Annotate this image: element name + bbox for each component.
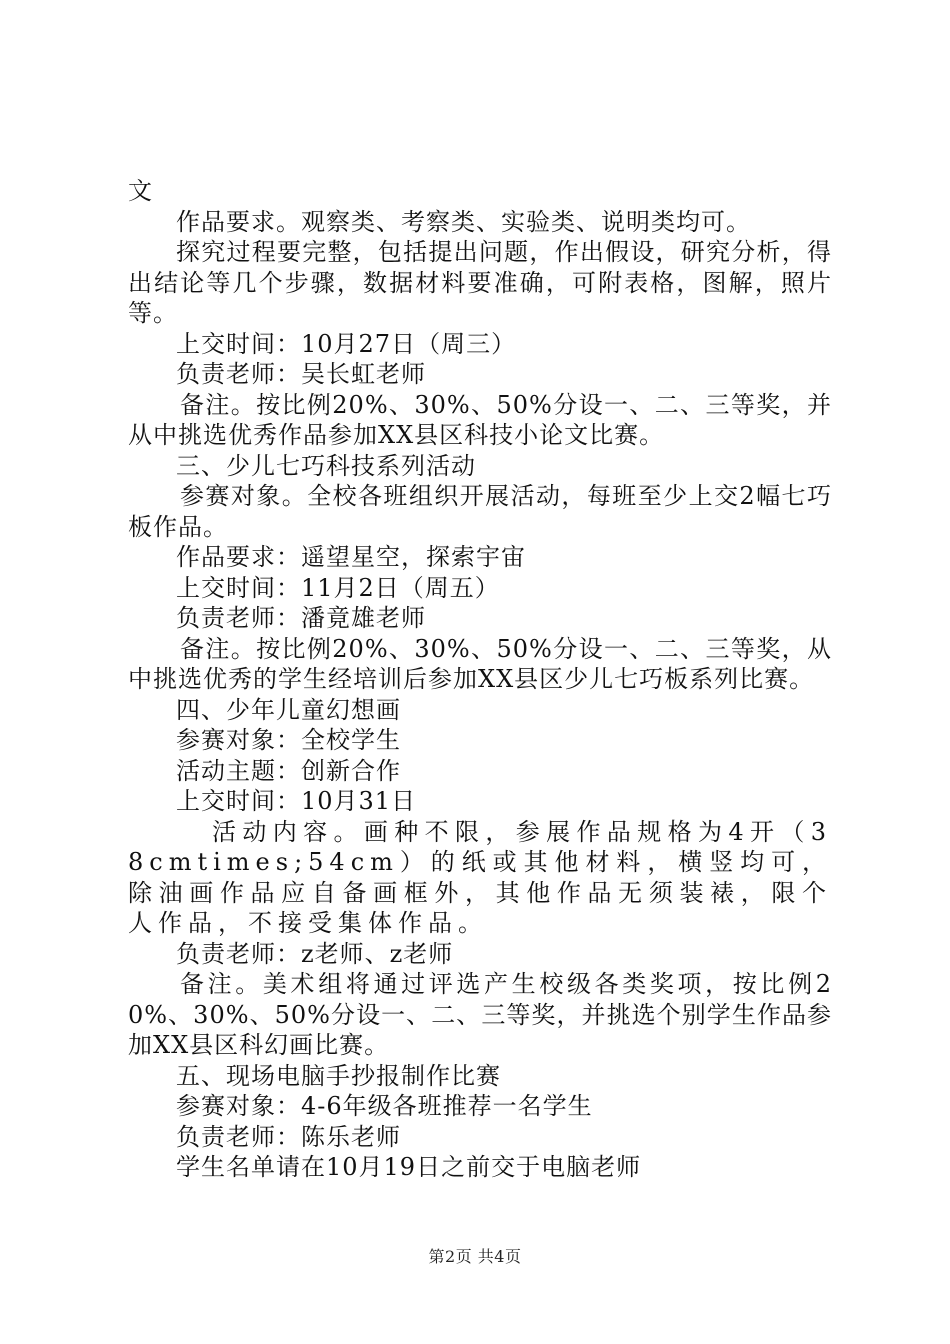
paragraph-remarks: 备注。按比例20%、30%、50%分设一、二、三等奖，并从中挑选优秀作品参加XX县区科技小论文比赛。 bbox=[128, 390, 832, 449]
paragraph-participants: 参赛对象：全校学生 bbox=[176, 726, 401, 754]
section-heading-computer-newspaper: 五、现场电脑手抄报制作比赛 bbox=[176, 1061, 501, 1090]
paragraph-submit-time: 上交时间：10月31日 bbox=[176, 787, 417, 815]
paragraph-teacher: 负责老师：z老师、z老师 bbox=[176, 939, 454, 968]
paragraph-activity-content: 活动内容。画种不限，参展作品规格为4开（38cmtimes;54cm）的纸或其他材料，横竖均可，除油画作品应自备画框外，其他作品无须装裱，限个人作品，不接受集体作品。 bbox=[128, 817, 832, 937]
paragraph-work-requirements: 作品要求。观察类、考察类、实验类、说明类均可。 bbox=[176, 207, 751, 236]
paragraph-student-list: 学生名单请在10月19日之前交于电脑老师 bbox=[176, 1153, 642, 1181]
paragraph-teacher: 负责老师：吴长虹老师 bbox=[176, 360, 426, 388]
paragraph-theme: 活动主题：创新合作 bbox=[176, 756, 401, 785]
paragraph-submit-time: 上交时间：11月2日（周五） bbox=[176, 573, 500, 602]
paragraph-teacher: 负责老师：陈乐老师 bbox=[176, 1122, 401, 1151]
paragraph-participants: 参赛对象：4-6年级各班推荐一名学生 bbox=[176, 1092, 593, 1120]
section-heading-fantasy-painting: 四、少年儿童幻想画 bbox=[176, 695, 401, 724]
document-body bbox=[128, 176, 832, 1183]
paragraph-remarks: 备注。美术组将通过评选产生校级各类奖项，按比例20%、30%、50%分设一、二、三等奖，并挑选个别学生作品参加XX县区科幻画比赛。 bbox=[128, 970, 832, 1059]
paragraph-continuation: 文 bbox=[128, 177, 153, 205]
paragraph-submit-time: 上交时间：10月27日（周三） bbox=[176, 329, 517, 358]
page-number-footer: 第2页 共4页 bbox=[428, 1247, 522, 1266]
paragraph-work-requirements: 作品要求：遥望星空，探索宇宙 bbox=[176, 543, 526, 571]
paragraph-participants: 参赛对象。全校各班组织开展活动，每班至少上交2幅七巧板作品。 bbox=[128, 482, 832, 541]
paragraph-teacher: 负责老师：潘竟雄老师 bbox=[176, 604, 426, 632]
section-heading-tangram: 三、少儿七巧科技系列活动 bbox=[176, 451, 476, 480]
paragraph-remarks: 备注。按比例20%、30%、50%分设一、二、三等奖，从中挑选优秀的学生经培训后参加XX县区少儿七巧板系列比赛。 bbox=[128, 634, 832, 693]
paragraph-inquiry-process: 探究过程要完整，包括提出问题，作出假设，研究分析，得出结论等几个步骤，数据材料要准确，可附表格，图解，照片等。 bbox=[128, 238, 832, 327]
